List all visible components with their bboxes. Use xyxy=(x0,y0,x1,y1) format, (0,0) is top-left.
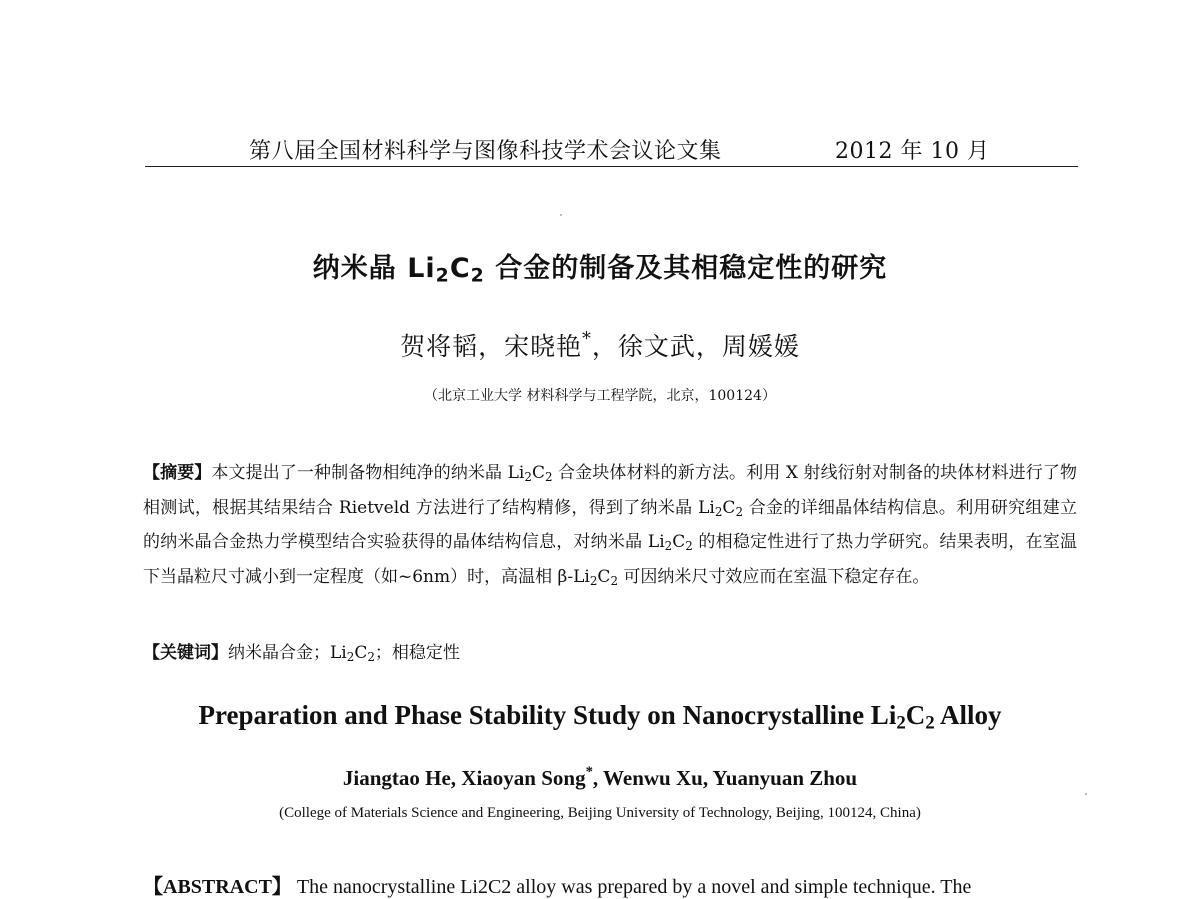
english-title: Preparation and Phase Stability Study on Nanocrystalline $Li_2C_2$ Alloy xyxy=(198,700,1002,734)
chinese-authors: 贺将韬，宋晓艳*，徐文武，周媛媛 xyxy=(400,329,800,361)
chinese-abstract: 【摘要】本文提出了一种制备物相纯净的纳米晶 $Li_2C_2$ 合金块体材料的新方法。利用 X 射线衍射对制备的块体材料进行了物相测试，根据其结果结合 Rietveld 方法进行了结构精修，得到了纳米晶 $Li_2C_2$ 合金的详细晶体结构信息。利用研究组建立的纳米晶合金热力学模型结合实验获得的晶体结构信息，对纳米晶 $Li_2C_2$ 的相稳定性进行了热力学研究。结果表明，在室温下当晶粒尺寸减小到一定程度（如~6nm）时，高温相 $\beta-Li_2C_2$ 可因纳米尺寸效应而在室温下稳定存在。 xyxy=(143,463,1077,588)
english-abstract-start: 【ABSTRACT】 The nanocrystalline Li2C2 alloy was prepared by a novel and simple technique. The xyxy=(143,876,972,898)
abstract-label: 【摘要】 xyxy=(143,463,212,483)
journal-name: 第八届全国材料科学与图像科技学术会议论文集 xyxy=(249,139,722,164)
scan-speck xyxy=(560,214,562,216)
chinese-keywords: 【关键词】纳米晶合金；$Li_2C_2$；相稳定性 xyxy=(143,643,460,664)
chinese-affiliation: （北京工业大学 材料科学与工程学院，北京，100124） xyxy=(424,388,776,404)
publication-date: 2012 年 10 月 xyxy=(835,139,990,164)
running-header xyxy=(145,130,1078,167)
english-abstract-label: 【ABSTRACT】 xyxy=(143,876,292,898)
keywords-label: 【关键词】 xyxy=(143,643,228,663)
english-affiliation: (College of Materials Science and Engineering, Beijing University of Technology, Beijing, 100124, China) xyxy=(279,805,921,821)
english-authors: Jiangtao He, Xiaoyan Song*, Wenwu Xu, Yuanyuan Zhou xyxy=(342,764,858,790)
chinese-title: 纳米晶 $Li_2C_2$ 合金的制备及其相稳定性的研究 xyxy=(312,253,888,287)
scan-speck xyxy=(1085,793,1087,795)
